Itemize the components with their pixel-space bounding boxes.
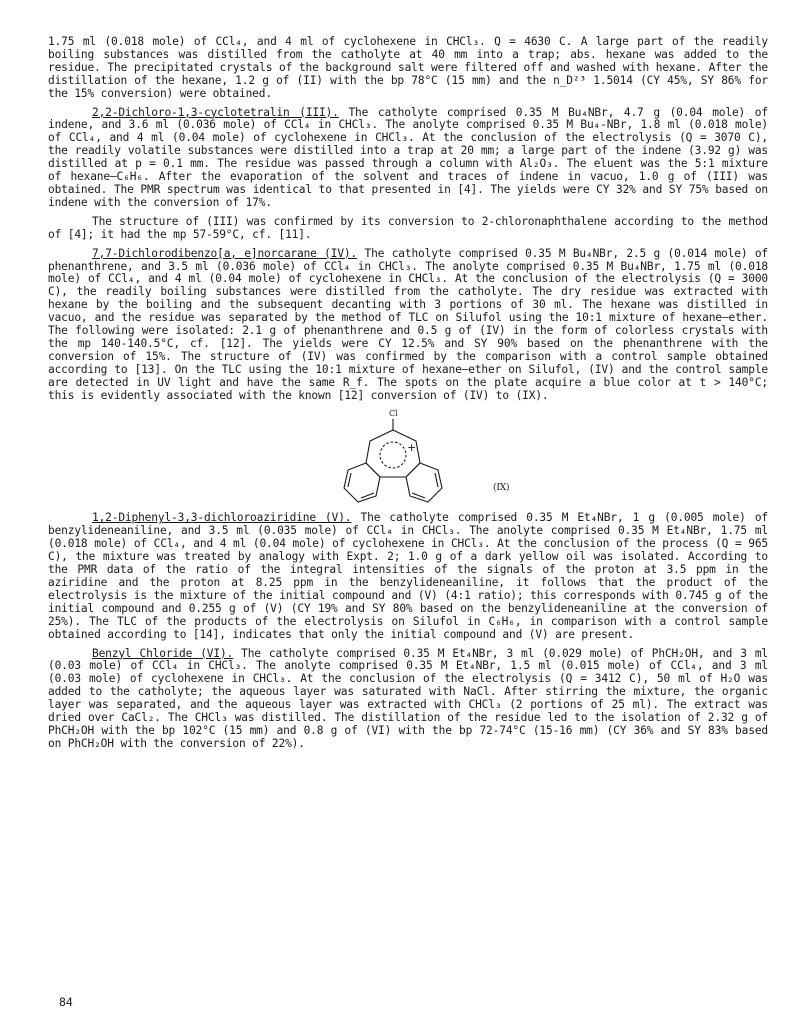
paragraph-text: The catholyte comprised 0.35 M Et₄NBr, 3 ml (0.029 mole) of PhCH₂OH, and 3 ml (0.03 mole) of CCl₄ in CHCl₃. The anolyte comprised 0.35 M Et₄NBr, 1.5 ml (0.015 mole) of CCl₄, and 3 ml (0.03 mole) of cyclohexene in CHCl₃. At the conclusion of the electrolysis (Q = 3412 C), 50 ml of H₂O was added to the catholyte; the aqueous layer was saturated with NaCl. After stirring the mixture, the organic layer was separated, and the aqueous layer was extracted with CHCl₃ (2 portions of 25 ml). The extract was dried over CaCl₂. The CHCl₃ was distilled. The distillation of the residue led to the isolation of 2.32 g of PhCH₂OH with the bp 102°C (15 mm) and 0.8 g of (VI) with the bp 72-74°C (15-16 mm) (CY 36% and SY 83% based on PhCH₂OH with the conversion of 22%). — [48, 646, 768, 750]
section-heading: Benzyl Chloride (VI). — [92, 646, 234, 660]
section-heading: 2,2-Dichloro-1,3-cyclotetralin (III). — [92, 105, 339, 119]
paragraph-compound-iii — [48, 107, 768, 210]
paragraph-compound-v — [48, 512, 768, 641]
left-ring-double-bond — [348, 473, 351, 487]
section-heading: 7,7-Dichlorodibenzo[a, e]norcarane (IV). — [92, 246, 358, 260]
structure-figure-ix — [48, 408, 768, 504]
paragraph-structure-iii — [48, 216, 768, 242]
paragraph-text: The catholyte comprised 0.35 M Et₄NBr, 1 g (0.005 mole) of benzylideneaniline, and 3.5 ml (0.035 mole) of CCl₄ in CHCl₃. The anolyte comprised 0.35 M Et₄NBr, 1.75 ml (0.018 mole) of CCl₄, and 4 ml (0.04 mole) of cyclohexene in CHCl₃. At the conclusion of the process (Q = 965 C), the mixture was treated by analogy with Expt. 2; 1.0 g of a dark yellow oil was isolated. According to the PMR data of the ratio of the integral intensities of the signals of the proton at 3.5 ppm in the aziridine and the proton at 8.25 ppm in the benzylideneaniline, it follows that the product of the electrolysis is the mixture of the initial compound and (V) (4:1 ratio); this corresponds with 0.745 g of the initial compound and 0.255 g of (V) (CY 19% and SY 80% based on the benzylideneaniline at the conversion of 25%). The TLC of the products of the electrolysis on Silufol in C₆H₆, in comparison with a control sample obtained according to [14], indicates that only the initial compound and (V) are present. — [48, 511, 768, 641]
paragraph-compound-ii-end — [48, 36, 768, 101]
paragraph-text: The catholyte comprised 0.35 M Bu₄NBr, 2.5 g (0.014 mole) of phenanthrene, and 3.5 ml (0.036 mole) of CCl₄ in CHCl₃. The anolyte comprised 0.35 M Bu₄NBr, 1.75 ml (0.018 mole) of CCl₄, and 4 ml (0.04 mole) of cyclohexene in CHCl₃. At the conclusion of the electrolysis (Q = 3000 C), the readily boiling substances were distilled from the catholyte. The dry residue was extracted with hexane by the boiling and the subsequent decanting with 3 portions of 30 ml. The hexane was distilled in vacuo, and the residue was separated by the method of TLC on Silufol using the 10:1 mixture of hexane–ether. The following were isolated: 2.1 g of phenanthrene and 0.5 g of (IV) in the form of colorless crystals with the mp 140-140.5°C, cf. [12]. The yields were CY 12.5% and SY 90% based on the phenanthrene with the conversion of 15%. The structure of (IV) was confirmed by the comparison with a control sample obtained according to [13]. On the TLC using the 10:1 mixture of hexane–ether on Silufol, (IV) and the control sample are detected in UV light and have the same R_f. The spots on the plate acquire a blue color at t > 140°C; this is evidently associated with the known [12] conversion of (IV) to (IX). — [48, 246, 768, 402]
paragraph-text: The structure of (III) was confirmed by its conversion to 2-chloronaphthalene according to the method of [4]; it had the mp 57-59°C, cf. [11]. — [48, 214, 768, 241]
right-ring-double-bond — [435, 473, 438, 487]
section-heading: 1,2-Diphenyl-3,3-dichloroaziridine (V). — [92, 511, 352, 525]
paragraph-compound-iv — [48, 248, 768, 403]
positive-charge-label: + — [407, 441, 417, 455]
figure-label: (IX) — [493, 483, 510, 494]
paragraph-compound-vi — [48, 648, 768, 751]
aromatic-circle — [380, 442, 406, 468]
tropylium-structure-drawing — [48, 408, 768, 504]
chlorine-label: Cl — [389, 409, 398, 419]
paragraph-text: The catholyte comprised 0.35 M Bu₄NBr, 4.7 g (0.04 mole) of indene, and 3.6 ml (0.036 mole) of CCl₄ in CHCl₃. The anolyte comprised 0.35 M Bu₄-NBr, 1.8 ml (0.018 mole) of CCl₄, and 4 ml (0.04 mole) of cyclohexene in CHCl₃. At the conclusion of the electrolysis (Q = 3070 C), the readily volatile substances were distilled into a trap at 20 mm; a large part of the indene (3.92 g) was distilled at p = 0.1 mm. The residue was passed through a column with Al₂O₃. The eluent was the 5:1 mixture of hexane–C₆H₆. After the evaporation of the solvent and traces of indene in vacuo, 1.0 g of (III) was obtained. The PMR spectrum was identical to that presented in [4]. The yields were CY 32% and SY 75% based on indene with the conversion of 17%. — [48, 105, 768, 209]
paragraph-text: 1.75 ml (0.018 mole) of CCl₄, and 4 ml of cyclohexene in CHCl₃. Q = 4630 C. A large part of the readily boiling substances was distilled from the catholyte at 40 mm into a trap; abs. hexane was added to the residue. The precipitated crystals of the background salt were filtered off and washed with hexane. After the distillation of the hexane, 1.2 g of (II) with the bp 78°C (15 mm) and the n_D²³ 1.5014 (CY 45%, SY 86% for the 15% conversion) were obtained. — [48, 35, 768, 100]
page-body — [48, 36, 768, 757]
page-number: 84 — [59, 995, 73, 1009]
